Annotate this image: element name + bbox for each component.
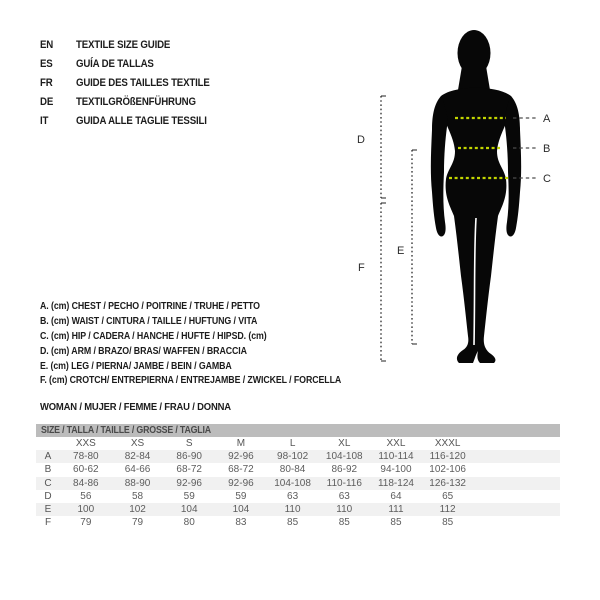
legend-line-arm: D. (cm) ARM / BRAZO/ BRAS/ WAFFEN / BRACCIA xyxy=(40,345,247,357)
legend-line-leg: E. (cm) LEG / PIERNA/ JAMBE / BEIN / GAMBA xyxy=(40,360,232,372)
value-cell: 80-84 xyxy=(279,464,306,476)
value-cell: 65 xyxy=(442,490,454,502)
value-cell: 110-116 xyxy=(326,477,362,489)
size-header-cell: S xyxy=(185,438,193,450)
row-label: D xyxy=(44,490,52,502)
language-code: FR xyxy=(40,76,53,89)
value-cell: 79 xyxy=(80,517,92,529)
size-header-row xyxy=(36,437,560,450)
language-code: EN xyxy=(40,38,54,51)
row-label: B xyxy=(44,464,52,476)
value-cell: 85 xyxy=(390,517,402,529)
row-label: E xyxy=(44,504,52,516)
value-cell: 64 xyxy=(390,490,402,502)
value-cell: 100 xyxy=(77,504,95,516)
size-header-cell: XL xyxy=(338,438,351,450)
value-cell: 68-72 xyxy=(228,464,254,476)
gender-line: WOMAN / MUJER / FEMME / FRAU / DONNA xyxy=(40,401,231,413)
legend-line-waist: B. (cm) WAIST / CINTURA / TAILLE / HÜFTUNG / VITA xyxy=(40,315,258,327)
language-row xyxy=(40,92,228,111)
value-cell: 68-72 xyxy=(176,464,202,476)
value-cell: 104 xyxy=(232,504,250,516)
legend-line-crotch: F. (cm) CROTCH/ ENTREPIERNA / ENTREJAMBE / ZWICKEL / FORCELLA xyxy=(40,375,342,387)
value-cell: 116-120 xyxy=(429,451,466,463)
value-cell: 102-106 xyxy=(429,464,466,476)
value-cell: 98-102 xyxy=(277,451,309,463)
language-title: TEXTILE SIZE GUIDE xyxy=(76,38,171,51)
value-cell: 110 xyxy=(336,504,353,516)
size-header-cell: L xyxy=(289,438,296,450)
value-cell: 104-108 xyxy=(325,451,363,463)
arm-measure-tick xyxy=(381,96,386,198)
value-cell: 104 xyxy=(180,504,198,516)
value-cell: 78-80 xyxy=(73,451,99,463)
size-header-cell: XS xyxy=(130,438,145,450)
language-row xyxy=(40,54,228,73)
value-cell: 64-66 xyxy=(124,464,151,476)
table-row-chest xyxy=(36,450,560,463)
language-title: GUIDE DES TAILLES TEXTILE xyxy=(76,76,210,89)
woman-silhouette xyxy=(431,30,521,363)
value-cell: 111 xyxy=(388,504,404,516)
value-cell: 110-114 xyxy=(378,451,414,463)
row-label: C xyxy=(44,477,52,489)
value-cell: 110 xyxy=(284,504,301,516)
language-row xyxy=(40,35,228,54)
value-cell: 86-92 xyxy=(331,464,358,476)
size-table-header: SIZE / TALLA / TAILLE / GRÖSSE / TAGLIA xyxy=(36,424,560,437)
value-cell: 82-84 xyxy=(124,451,151,463)
size-header-cell: M xyxy=(236,438,246,450)
measurement-legend xyxy=(40,299,375,388)
value-cell: 126-132 xyxy=(429,477,466,489)
language-code: ES xyxy=(40,57,53,70)
language-title-list xyxy=(40,35,228,130)
legend-line-chest: A. (cm) CHEST / PECHO / POITRINE / TRUHE / PETTO xyxy=(40,300,260,312)
language-title: TEXTILGRÖßENFÜHRUNG xyxy=(76,95,196,108)
marker-label-crotch: F xyxy=(358,262,365,274)
value-cell: 83 xyxy=(235,517,247,529)
leg-measure-tick xyxy=(412,150,417,344)
table-row-hip xyxy=(36,477,560,490)
table-row-waist xyxy=(36,463,560,476)
value-cell: 94-100 xyxy=(380,464,412,476)
value-cell: 79 xyxy=(131,517,144,529)
value-cell: 58 xyxy=(131,490,144,502)
marker-label-hip: C xyxy=(543,173,551,185)
marker-label-waist: B xyxy=(543,143,551,155)
value-cell: 118-124 xyxy=(377,477,414,489)
value-cell: 92-96 xyxy=(228,451,254,463)
value-cell: 59 xyxy=(183,490,195,502)
value-cell: 60-62 xyxy=(73,464,99,476)
table-row-leg xyxy=(36,503,560,516)
value-cell: 88-90 xyxy=(124,477,151,489)
value-cell: 86-90 xyxy=(176,451,202,463)
value-cell: 92-96 xyxy=(228,477,254,489)
value-cell: 85 xyxy=(287,517,299,529)
value-cell: 85 xyxy=(442,517,454,529)
value-cell: 102 xyxy=(129,504,146,516)
value-cell: 104-108 xyxy=(274,477,311,489)
value-cell: 63 xyxy=(287,490,299,502)
table-row-arm xyxy=(36,490,560,503)
marker-label-chest: A xyxy=(543,113,551,125)
language-row xyxy=(40,73,228,92)
size-header-cell: XXS xyxy=(75,438,96,450)
language-code: IT xyxy=(40,114,49,127)
size-header-cell: XXL xyxy=(386,438,406,450)
value-cell: 59 xyxy=(235,490,247,502)
size-table xyxy=(36,424,560,529)
legend-line-hip: C. (cm) HIP / CADERA / HANCHE / HÜFTE / HIPSD. (cm) xyxy=(40,330,267,342)
table-row-crotch xyxy=(36,516,560,529)
language-title: GUIDA ALLE TAGLIE TESSILI xyxy=(76,114,207,127)
value-cell: 84-86 xyxy=(73,477,99,489)
row-label: A xyxy=(44,451,52,463)
value-cell: 80 xyxy=(183,517,195,529)
language-row xyxy=(40,111,228,130)
language-title: GUÍA DE TALLAS xyxy=(76,57,154,70)
size-header-cell: XXXL xyxy=(434,438,461,450)
row-label: F xyxy=(44,517,52,529)
value-cell: 56 xyxy=(80,490,92,502)
value-cell: 63 xyxy=(338,490,350,502)
crotch-measure-tick xyxy=(381,203,386,361)
marker-label-arm: D xyxy=(357,134,365,146)
language-code: DE xyxy=(40,95,54,108)
value-cell: 85 xyxy=(338,517,350,529)
value-cell: 112 xyxy=(439,504,456,516)
value-cell: 92-96 xyxy=(176,477,202,489)
body-measurement-figure xyxy=(340,12,600,384)
marker-label-leg: E xyxy=(397,245,405,257)
